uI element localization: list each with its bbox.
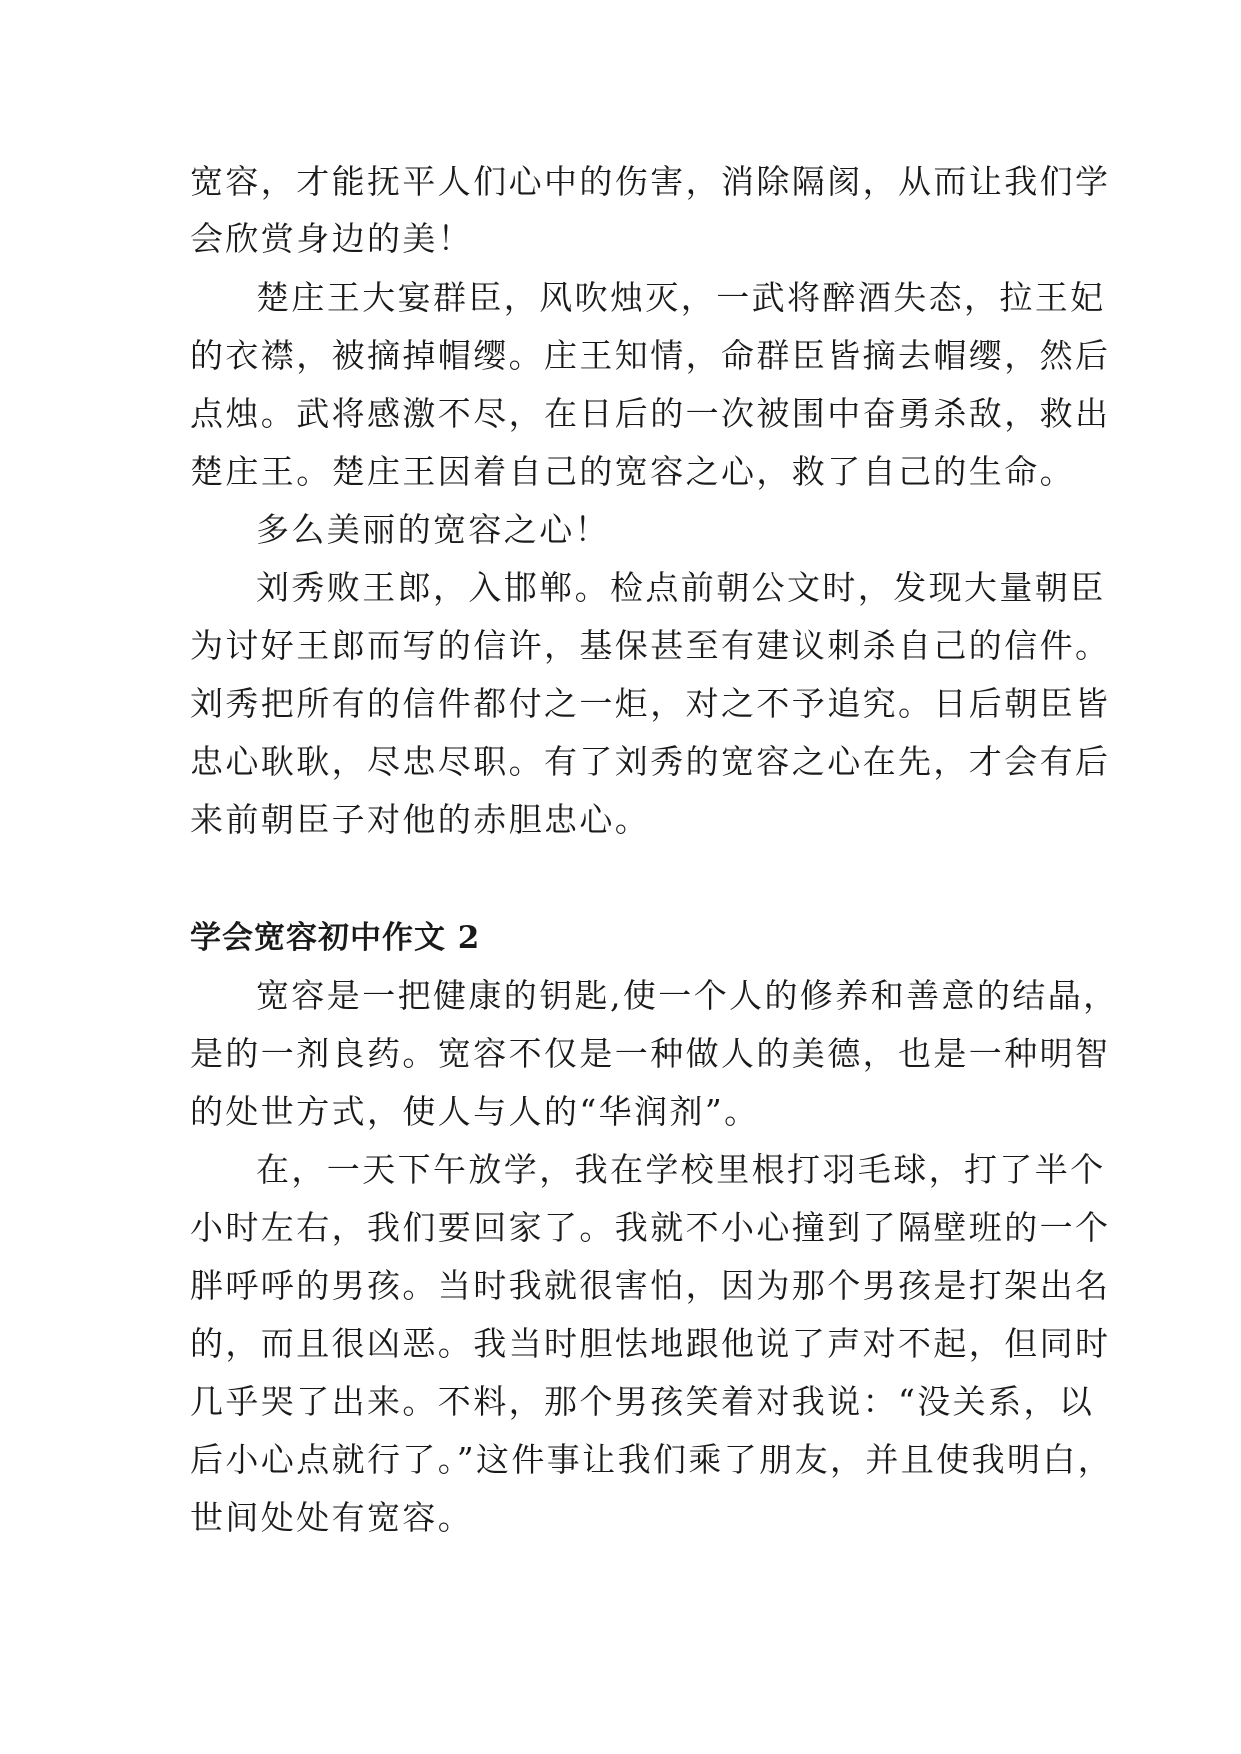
text-line: 来前朝臣子对他的赤胆忠心。 [190, 800, 651, 839]
text-line: 宽容，才能抚平人们心中的伤害，消除隔阂，从而让我们学 [190, 162, 1111, 201]
text-line: 后小心点就行了。”这件事让我们乘了朋友，并且使我明白， [190, 1440, 1114, 1479]
text-line: 是的一剂良药。宽容不仅是一种做人的美德，也是一种明智 [190, 1034, 1111, 1073]
text-line: 为讨好王郎而写的信许，基保甚至有建议刺杀自己的信件。 [190, 626, 1111, 665]
text-line: 几乎哭了出来。不料，那个男孩笑着对我说：“没关系，以 [190, 1382, 1095, 1421]
text-line: 忠心耿耿，尽忠尽职。有了刘秀的宽容之心在先，才会有后 [190, 742, 1111, 781]
text-line: 小时左右，我们要回家了。我就不小心撞到了隔壁班的一个 [190, 1208, 1111, 1247]
paragraph-start-line: 楚庄王大宴群臣，风吹烛灭，一武将醉酒失态，拉王妃 [256, 278, 1106, 317]
section-heading: 学会宽容初中作文 2 [190, 920, 481, 956]
text-line: 世间处处有宽容。 [190, 1498, 474, 1537]
text-line: 的，而且很凶恶。我当时胆怯地跟他说了声对不起，但同时 [190, 1324, 1111, 1363]
paragraph-start-line: 刘秀败王郎，入邯郸。检点前朝公文时，发现大量朝臣 [256, 568, 1106, 607]
text-line: 的处世方式，使人与人的“华润剂”。 [190, 1092, 760, 1131]
text-line: 刘秀把所有的信件都付之一炬，对之不予追究。日后朝臣皆 [190, 684, 1111, 723]
paragraph-start-line: 宽容是一把健康的钥匙,使一个人的修养和善意的结晶， [256, 976, 1119, 1015]
text-line: 点烛。武将感激不尽，在日后的一次被围中奋勇杀敌，救出 [190, 394, 1111, 433]
paragraph-start-line: 多么美丽的宽容之心！ [256, 510, 610, 549]
text-line: 会欣赏身边的美！ [190, 219, 474, 258]
text-line: 楚庄王。楚庄王因着自己的宽容之心，救了自己的生命。 [190, 452, 1075, 491]
paragraph-start-line: 在，一天下午放学，我在学校里根打羽毛球，打了半个 [256, 1150, 1106, 1189]
text-line: 的衣襟，被摘掉帽缨。庄王知情，命群臣皆摘去帽缨，然后 [190, 336, 1111, 375]
text-line: 胖呼呼的男孩。当时我就很害怕，因为那个男孩是打架出名 [190, 1266, 1111, 1305]
